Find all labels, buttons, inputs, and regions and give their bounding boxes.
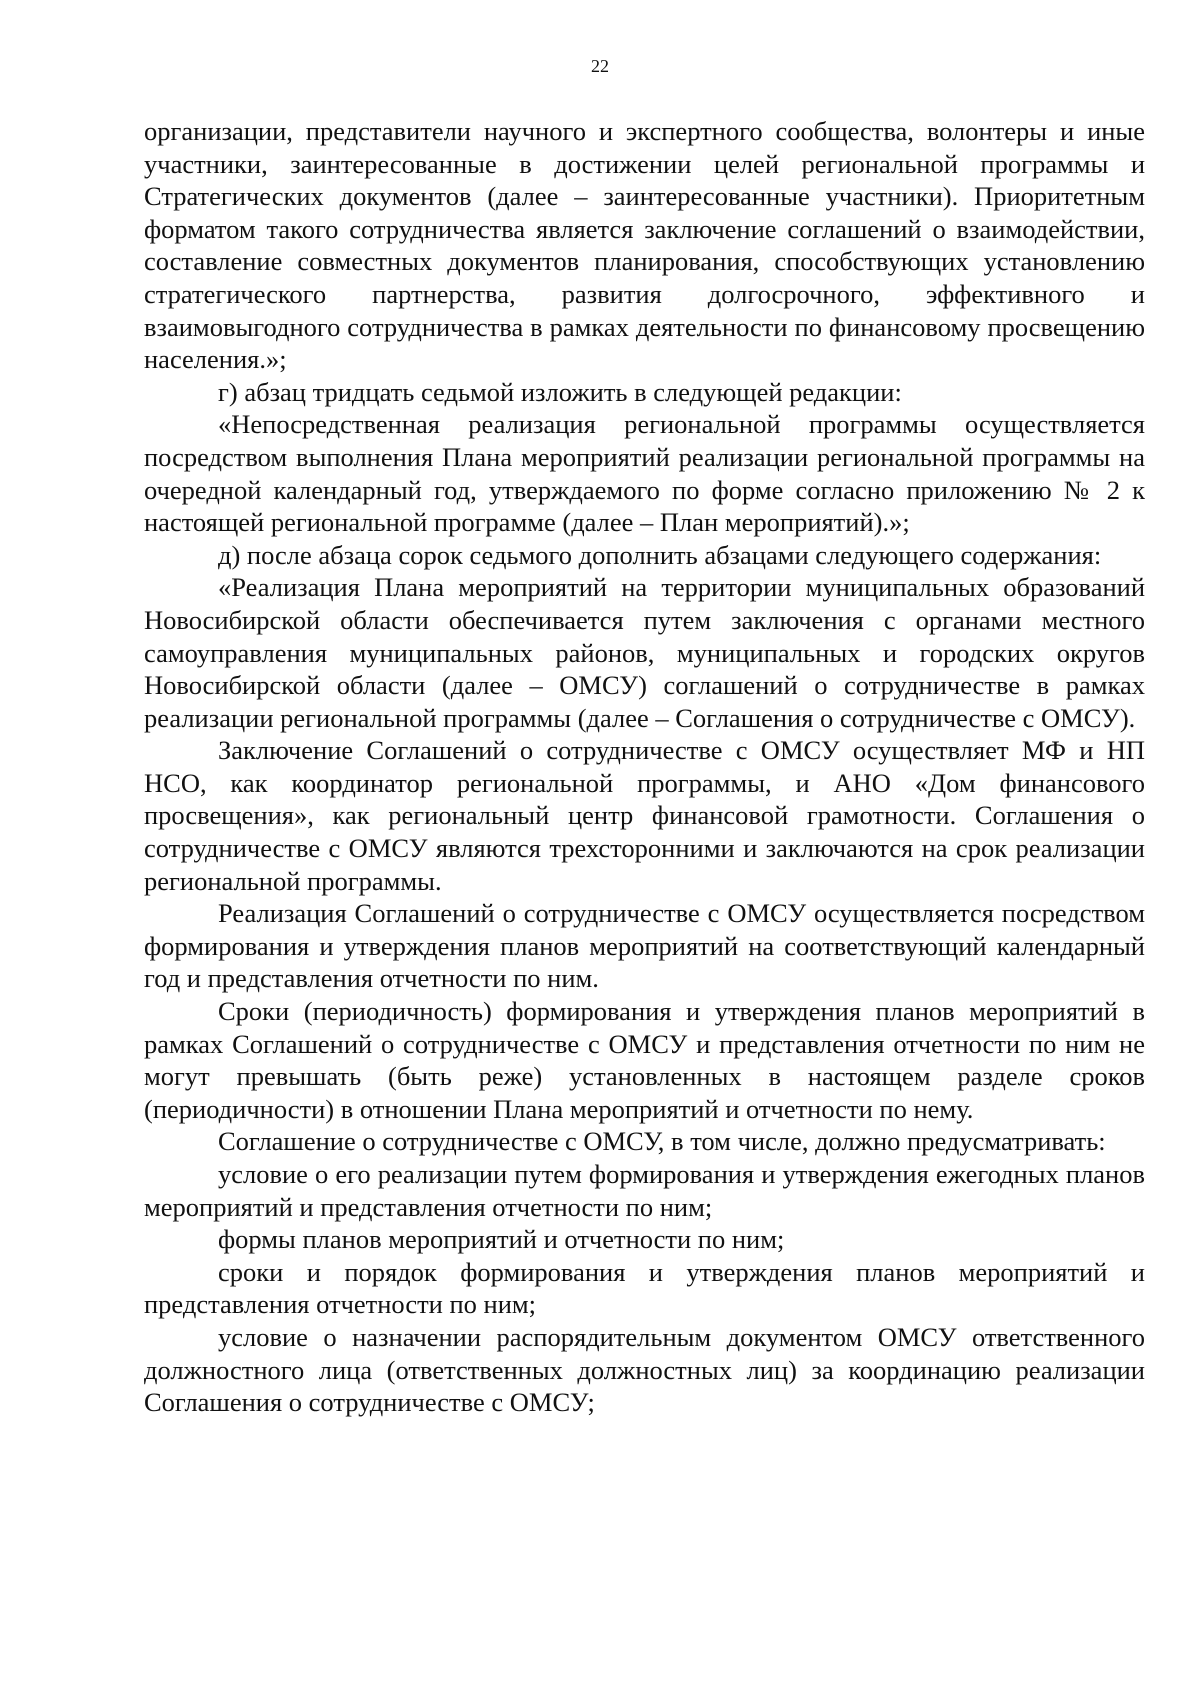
- paragraph: «Реализация Плана мероприятий на территории муниципальных образований Новосибирской области обеспечивается путем заключения с органами местного самоуправления муниципальных районов, муниципальных и городских округов Новосибирской области (далее – ОМСУ) соглашений о сотрудничестве в рамках реализации региональной программы (далее – Соглашения о сотрудничестве с ОМСУ).: [144, 572, 1145, 733]
- paragraph: Реализация Соглашений о сотрудничестве с ОМСУ осуществляется посредством формирования и утверждения планов мероприятий на соответствующий календарный год и представления отчетности по ним.: [144, 898, 1145, 994]
- paragraph: организации, представители научного и экспертного сообщества, волонтеры и иные участники, заинтересованные в достижении целей региональной программы и Стратегических документов (далее – заинтересованные участники). Приоритетным форматом такого сотрудничества является заключение соглашений о взаимодействии, составление совместных документов планирования, способствующих установлению стратегического партнерства, развития долгосрочного, эффективного и взаимовыгодного сотрудничества в рамках деятельности по финансовому просвещению населения.»;: [144, 116, 1145, 375]
- paragraph: «Непосредственная реализация региональной программы осуществляется посредством выполнения Плана мероприятий реализации региональной программы на очередной календарный год, утверждаемого по форме согласно приложению № 2 к настоящей региональной программе (далее – План мероприятий).»;: [144, 409, 1145, 538]
- paragraph: Сроки (периодичность) формирования и утверждения планов мероприятий в рамках Соглашений о сотрудничестве с ОМСУ и представления отчетности по ним не могут превышать (быть реже) установленных в настоящем разделе сроков (периодичности) в отношении Плана мероприятий и отчетности по нему.: [144, 996, 1145, 1124]
- paragraph: Соглашение о сотрудничестве с ОМСУ, в том числе, должно предусматривать:: [218, 1126, 1106, 1157]
- paragraph: сроки и порядок формирования и утверждения планов мероприятий и представления отчетности по ним;: [144, 1256, 1145, 1320]
- document-body: [144, 115, 1145, 1419]
- paragraph: д) после абзаца сорок седьмого дополнить абзацами следующего содержания:: [218, 539, 1102, 570]
- paragraph: условие о его реализации путем формирования и утверждения ежегодных планов мероприятий и представления отчетности по ним;: [144, 1159, 1145, 1222]
- page-number: 22: [591, 56, 609, 76]
- paragraph: условие о назначении распорядительным документом ОМСУ ответственного должностного лица (ответственных должностных лиц) за координацию реализации Соглашения о сотрудничестве с ОМСУ;: [144, 1321, 1145, 1418]
- paragraph: Заключение Соглашений о сотрудничестве с ОМСУ осуществляет МФ и НП НСО, как координатор региональной программы, и АНО «Дом финансового просвещения», как региональный центр финансовой грамотности. Соглашения о сотрудничестве с ОМСУ являются трехсторонними и заключаются на срок реализации региональной программы.: [144, 735, 1145, 896]
- paragraph: г) абзац тридцать седьмой изложить в следующей редакции:: [218, 376, 902, 407]
- paragraph: формы планов мероприятий и отчетности по ним;: [218, 1224, 785, 1255]
